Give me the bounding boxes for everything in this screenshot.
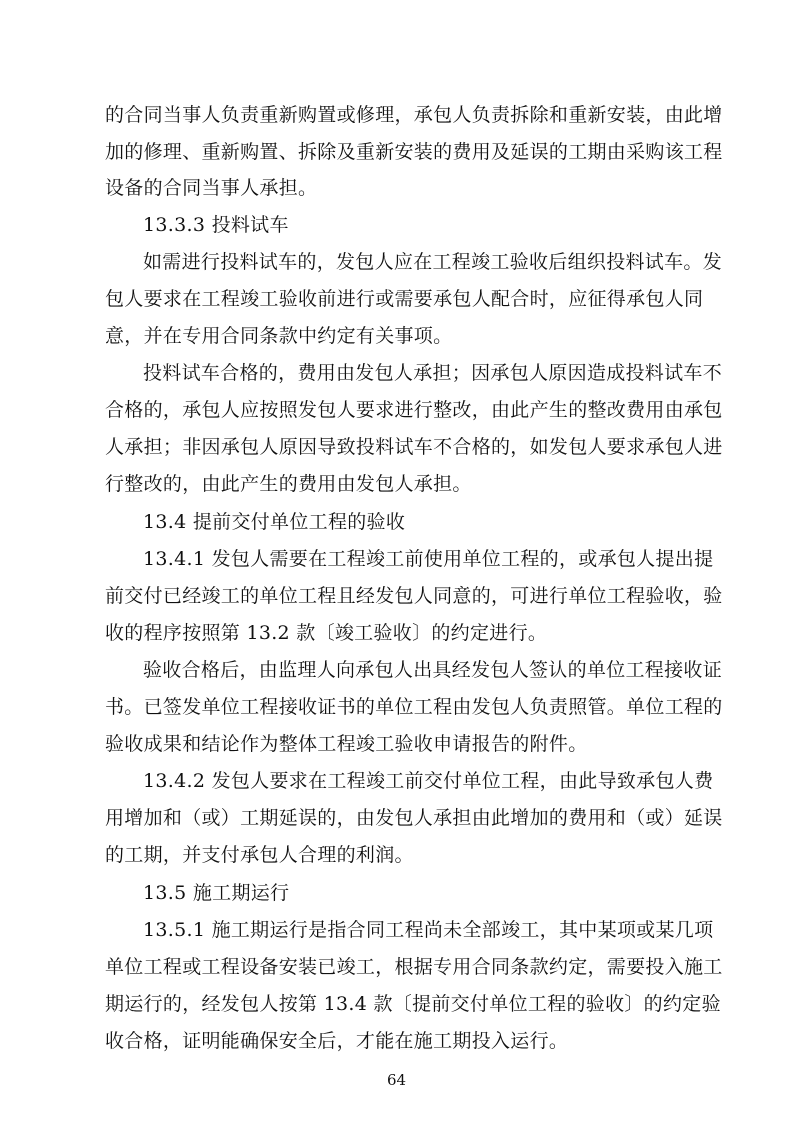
text-line: 13.5.1 施工期运行是指合同工程尚未全部竣工，其中某项或某几项 bbox=[143, 919, 714, 941]
text-line: 13.4.1 发包人需要在工程竣工前使用单位工程的，或承包人提出提 bbox=[143, 548, 714, 570]
text-line: 加的修理、重新购置、拆除及重新安装的费用及延误的工期由采购该工程 bbox=[105, 141, 723, 163]
section-heading-13-5: 13.5 施工期运行 bbox=[143, 882, 290, 904]
text-line: 期运行的，经发包人按第 13.4 款〔提前交付单位工程的验收〕的约定验 bbox=[105, 993, 721, 1015]
text-line: 行整改的，由此产生的费用由发包人承担。 bbox=[105, 473, 472, 495]
text-line: 包人要求在工程竣工验收前进行或需要承包人配合时，应征得承包人同 bbox=[105, 288, 704, 310]
text-line: 验收合格后，由监理人向承包人出具经发包人签认的单位工程接收证 bbox=[143, 659, 723, 681]
text-line: 人承担；非因承包人原因导致投料试车不合格的，如发包人要求承包人进 bbox=[105, 436, 723, 458]
page-number: 64 bbox=[386, 1071, 407, 1089]
text-line: 收合格，证明能确保安全后，才能在施工期投入运行。 bbox=[105, 1030, 569, 1052]
text-line: 13.4.2 发包人要求在工程竣工前交付单位工程，由此导致承包人费 bbox=[143, 770, 714, 792]
text-line: 意，并在专用合同条款中约定有关事项。 bbox=[105, 325, 453, 347]
text-line: 单位工程或工程设备安装已竣工，根据专用合同条款约定，需要投入施工 bbox=[105, 956, 723, 978]
text-line: 用增加和（或）工期延误的，由发包人承担由此增加的费用和（或）延误 bbox=[105, 807, 723, 829]
section-heading-13-3-3: 13.3.3 投料试车 bbox=[143, 214, 289, 236]
text-line: 设备的合同当事人承担。 bbox=[105, 177, 318, 199]
text-line: 验收成果和结论作为整体工程竣工验收申请报告的附件。 bbox=[105, 733, 588, 755]
text-line: 的合同当事人负责重新购置或修理，承包人负责拆除和重新安装，由此增 bbox=[105, 104, 723, 126]
text-line: 书。已签发单位工程接收证书的单位工程由发包人负责照管。单位工程的 bbox=[105, 696, 723, 718]
text-line: 的工期，并支付承包人合理的利润。 bbox=[105, 844, 414, 866]
text-line: 投料试车合格的，费用由发包人承担；因承包人原因造成投料试车不 bbox=[143, 362, 723, 384]
text-line: 合格的，承包人应按照发包人要求进行整改，由此产生的整改费用由承包 bbox=[105, 399, 723, 421]
text-line: 收的程序按照第 13.2 款〔竣工验收〕的约定进行。 bbox=[105, 622, 548, 644]
text-line: 前交付已经竣工的单位工程且经发包人同意的，可进行单位工程验收，验 bbox=[105, 585, 723, 607]
text-line: 如需进行投料试车的，发包人应在工程竣工验收后组织投料试车。发 bbox=[143, 251, 723, 273]
section-heading-13-4: 13.4 提前交付单位工程的验收 bbox=[143, 511, 406, 533]
